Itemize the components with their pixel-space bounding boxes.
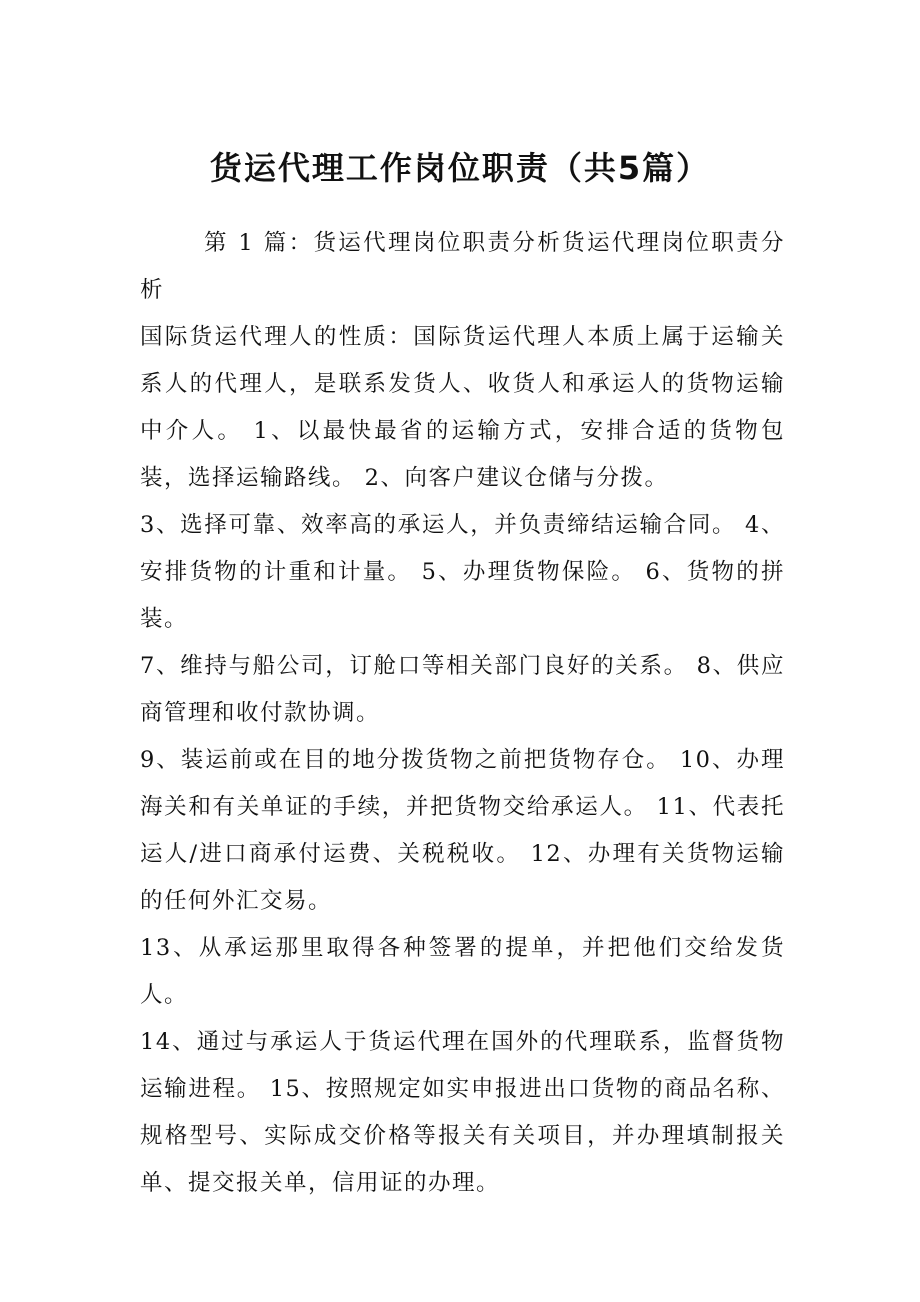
paragraph: 13、从承运那里取得各种签署的提单，并把他们交给发货人。 [140,935,785,1008]
document-title: 货运代理工作岗位职责（共5篇） [209,149,711,187]
document-body [140,220,785,1207]
paragraph-chapter-heading: 第 1 篇：货运代理岗位职责分析货运代理岗位职责分析 [140,230,785,303]
paragraph: 3、选择可靠、效率高的承运人，并负责缔结运输合同。 4、安排货物的计重和计量。 5、办理货物保险。 6、货物的拼装。 [140,512,785,632]
paragraph: 7、维持与船公司，订舱口等相关部门良好的关系。 8、供应商管理和收付款协调。 [140,653,785,726]
paragraph: 14、通过与承运人于货运代理在国外的代理联系，监督货物运输进程。 15、按照规定如实申报进出口货物的商品名称、规格型号、实际成交价格等报关有关项目，并办理填制报关单、提交报关单，信用证的办理。 [140,1029,785,1196]
paragraph: 国际货运代理人的性质：国际货运代理人本质上属于运输关系人的代理人，是联系发货人、收货人和承运人的货物运输中介人。 1、以最快最省的运输方式，安排合适的货物包装，选择运输路线。 2、向客户建议仓储与分拨。 [140,324,785,491]
paragraph: 9、装运前或在目的地分拨货物之前把货物存仓。 10、办理海关和有关单证的手续，并把货物交给承运人。 11、代表托运人/进口商承付运费、关税税收。 12、办理有关货物运输的任何外汇交易。 [140,747,785,914]
